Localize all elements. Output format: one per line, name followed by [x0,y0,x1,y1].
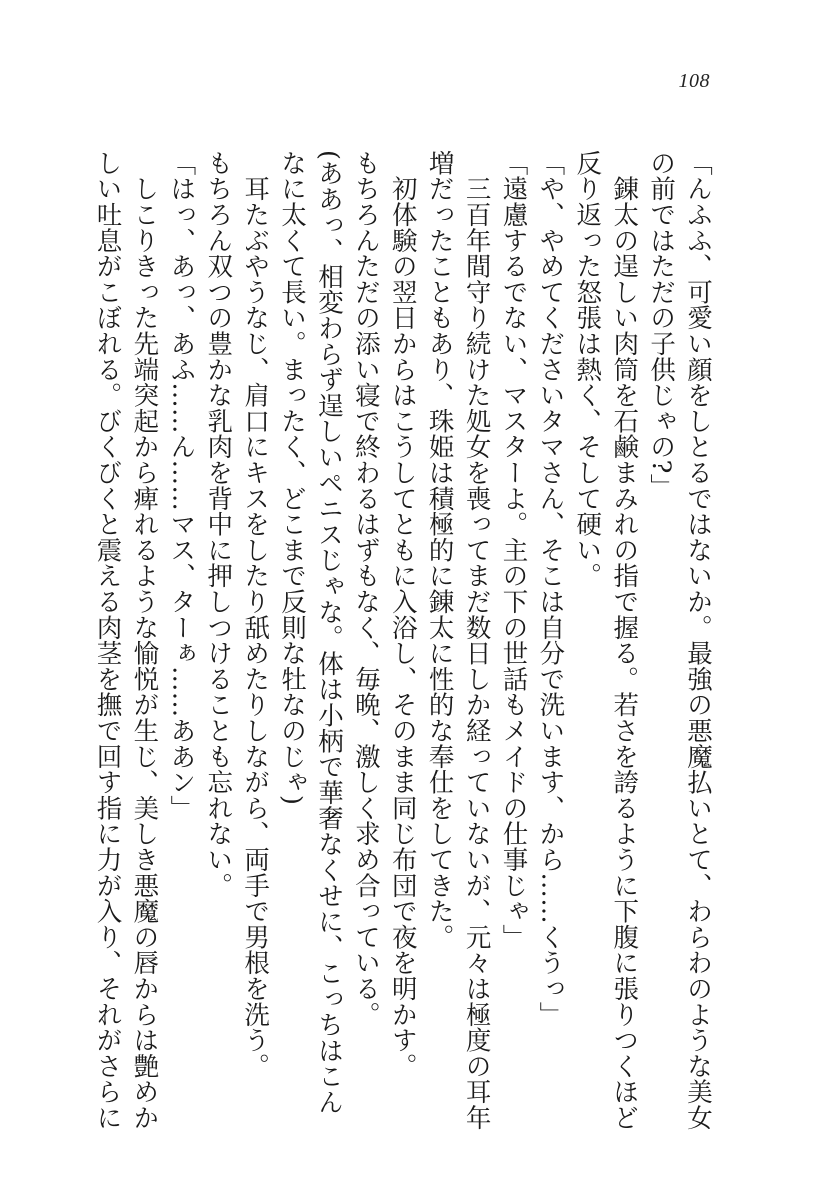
text-line: しい吐息がこぼれる。びくびくと震える肉茎を撫で回す指に力が入り、それがさらに [92,150,123,1131]
text-line: もちろんただの添い寝で終わるはずもなく、毎晩、激しく求め合っている。 [350,150,381,1028]
text-line: 「んふふ、可愛い顔をしとるではないか。最強の悪魔払いとて、わらわのような美女 [683,150,713,1131]
text-line: 錬太の逞しい肉筒を石鹸まみれの指で握る。若さを誇るように下腹に張りつくほど [609,150,640,1131]
text-line: 「や、やめてくださいタマさん、そこは自分で洗います、から……くうっ」 [535,150,566,1028]
text-line: しこりきった先端突起から痺れるような愉悦が生じ、美しき悪魔の唇からは艶めか [129,150,160,1131]
text-line: もちろん双つの豊かな乳肉を背中に押しつけることも忘れない。 [203,150,234,899]
text-line: 反り返った怒張は熱く、そして硬い。 [572,150,603,589]
body-text [92,150,716,1131]
text-line: なに太くて長い。まったく、どこまで反則な牡なのじゃ) [277,150,308,806]
text-line: 「遠慮するでない、マスターよ。主の下の世話もメイドの仕事じゃ」 [498,150,529,950]
text-line: (ああっ、相変わらず逞しいペニスじゃな。体は小柄で華奢なくせに、こっちはこん [313,150,344,1115]
text-line: 初体験の翌日からはこうしてともに入浴し、そのまま同じ布団で夜を明かす。 [387,150,418,1079]
text-line: の前ではただの子供じゃの?」 [646,150,677,500]
page-number: 108 [678,70,710,92]
text-line: 「はっ、あっ、あふ……ん……マス、ターぁ……ああン」 [166,150,197,821]
text-line: 耳たぶやうなじ、肩口にキスをしたり舐めたりしながら、両手で男根を洗う。 [240,150,271,1079]
text-line: 三百年間守り続けた処女を喪ってまだ数日しか経っていないが、元々は極度の耳年 [461,150,492,1131]
text-line: 増だったこともあり、珠姫は積極的に錬太に性的な奉仕をしてきた。 [424,150,455,950]
